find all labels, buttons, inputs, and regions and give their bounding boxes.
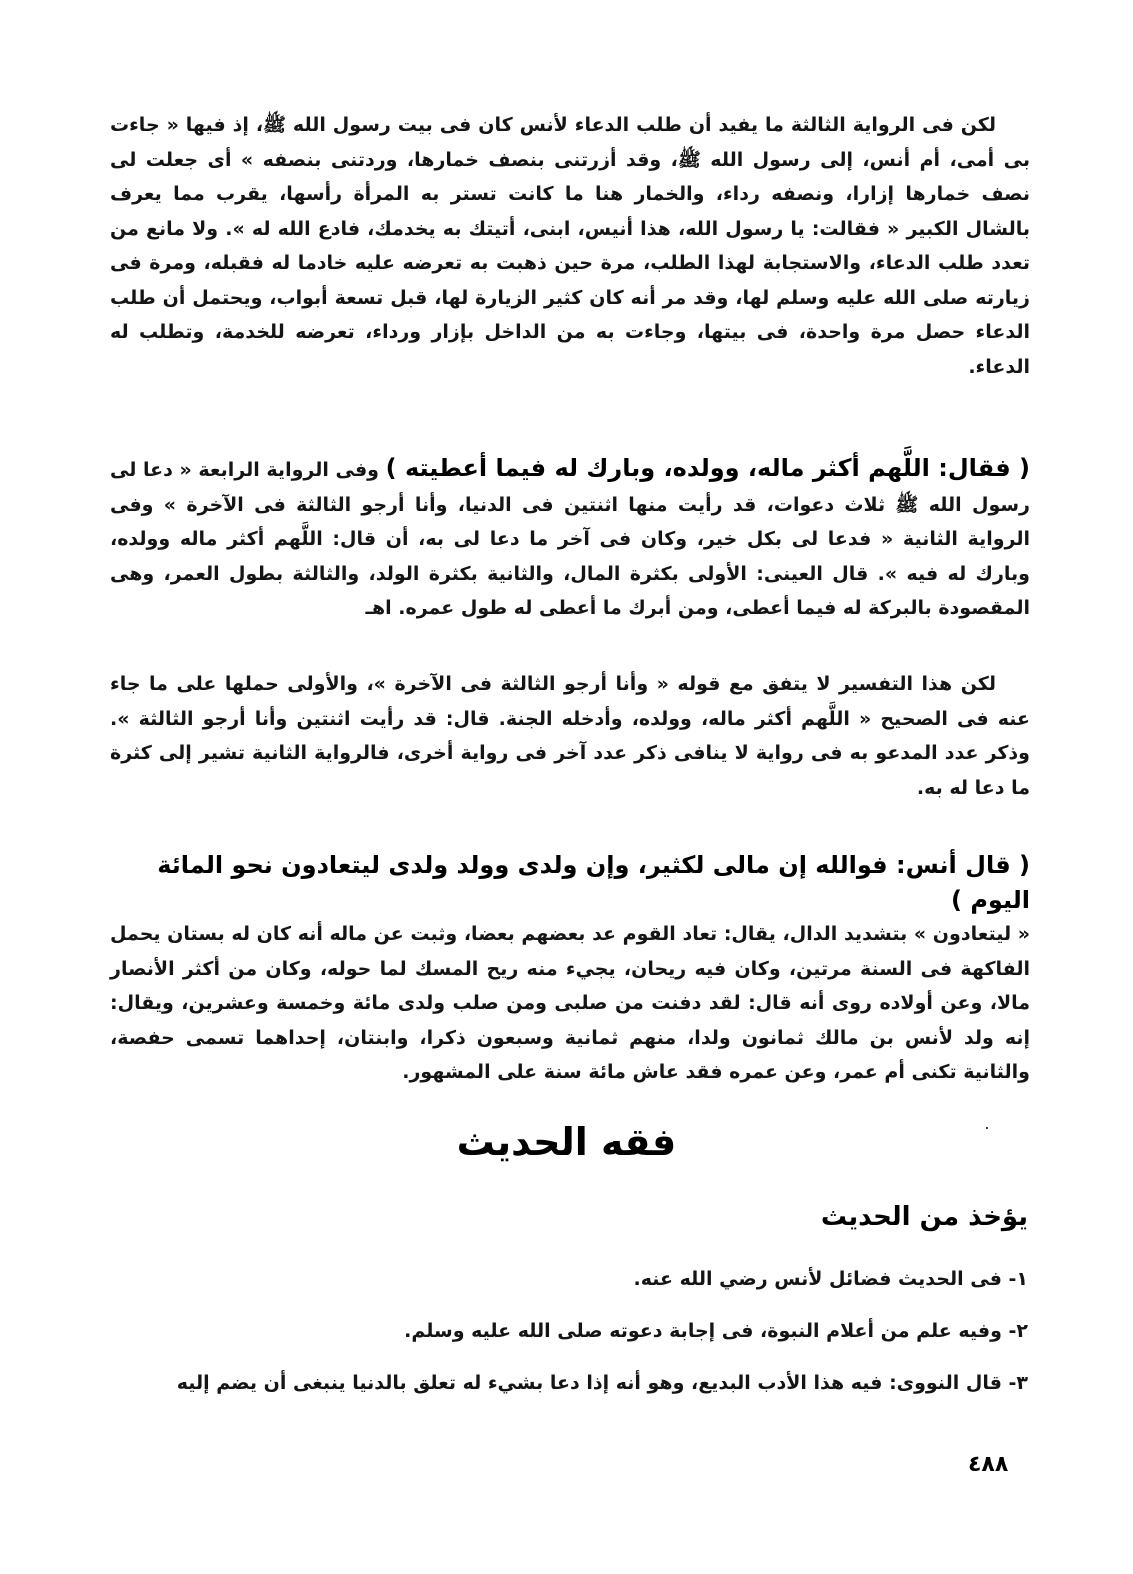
paragraph-text: وفى الرواية الرابعة « دعا لى رسول الله ﷺ ثلاث دعوات، قد رأيت منها اثنتين فى الدنيا، وأنا أرجو الثالثة فى الآخرة » وفى الرواية الثانية « فدعا لى بكل خير، وكان فى آخر ما دعا لى به، أن قال: اللَّهم أكثر ماله وولده، وبارك له فيه ». قال العينى: الأولى بكثرة المال، والثانية بكثرة الولد، والثالثة بطول العمر، وهى المقصودة بالبركة له فيما أعطى، ومن أبرك ما أعطى له طول عمره. اهـ	[110, 459, 1030, 619]
hadith-lemma: ( قال أنس: فوالله إن مالى لكثير، وإن ولدى وولد ولدى ليتعادون نحو المائة اليوم )	[157, 851, 1030, 914]
paragraph-text: « ليتعادون » بتشديد الدال، يقال: تعاد القوم عد بعضهم بعضا، وثبت عن ماله أنه كان له بستان يحمل الفاكهة فى السنة مرتين، وكان فيه ريحان، يجيء منه ريح المسك لما حوله، وكان من أكثر الأنصار مالا، وعن أولاده روى أنه قال: لقد دفنت من صلبى ومن صلب ولدى مائة وخمسة وعشرين، ويقال: إنه ولد لأنس بن مالك ثمانون ولدا، منهم ثمانية وسبعون ذكرا، وابنتان، إحداهما تسمى حفصة، والثانية تكنى أم عمر، وعن عمره فقد عاش مائة سنة على المشهور.	[110, 923, 1030, 1083]
paragraph-text: لكن هذا التفسير لا يتفق مع قوله « وأنا أرجو الثالثة فى الآخرة »، والأولى حملها على ما جاء عنه فى الصحيح « اللَّهم أكثر ماله، وولده، وأدخله الجنة. قال: قد رأيت اثنتين وأنا أرجو الثالثة ». وذكر عدد المدعو به فى رواية لا ينافى ذكر عدد آخر فى رواية أخرى، فالرواية الثانية تشير إلى كثرة ما دعا له به.	[110, 673, 1030, 799]
page-number: ٤٨٨	[968, 1452, 1009, 1477]
paragraph-third-narration	[110, 108, 1030, 384]
paragraph-prayer-commentary	[110, 451, 1030, 626]
section-title: فقه الحديث	[456, 1120, 677, 1164]
subheading: يؤخذ من الحديث	[820, 1202, 1028, 1232]
paragraph-interpretation	[110, 667, 1030, 805]
paragraph-anas-wealth	[110, 848, 1030, 1090]
hadith-lemma: ( فقال: اللَّهم أكثر ماله، وولده، وبارك له فيما أعطيته )	[385, 454, 1030, 482]
lesson-item-2: ٢- وفيه علم من أعلام النبوة، فى إجابة دعوته صلى الله عليه وسلم.	[404, 1320, 1028, 1342]
lesson-item-3: ٣- قال النووى: فيه هذا الأدب البديع، وهو أنه إذا دعا بشيء له تعلق بالدنيا ينبغى أن يضم إليه	[176, 1372, 1028, 1394]
paragraph-text: لكن فى الرواية الثالثة ما يفيد أن طلب الدعاء لأنس كان فى بيت رسول الله ﷺ، إذ فيها « جاءت بى أمى، أم أنس، إلى رسول الله ﷺ، وقد أزرتنى بنصف خمارها، وردتنى بنصفه » أى جعلت لى نصف خمارها إزارا، ونصفه رداء، والخمار هنا ما كانت تستر به المرأة رأسها، يقرب مما يعرف بالشال الكبير « فقالت: يا رسول الله، هذا أنيس، ابنى، أتيتك به يخدمك، فادع الله له ». ولا مانع من تعدد طلب الدعاء، والاستجابة لهذا الطلب، مرة حين ذهبت به تعرضه عليه خادما له فقبله، ومرة فى زيارته صلى الله عليه وسلم لها، وقد مر أنه كان كثير الزيارة لها، قبل تسعة أبواب، ويحتمل أن طلب الدعاء حصل مرة واحدة، فى بيتها، وجاءت به من الداخل بإزار ورداء، تعرضه للخدمة، وتطلب له الدعاء.	[110, 114, 1030, 378]
scan-artifact-dot	[986, 1127, 988, 1129]
lesson-item-1: ١- فى الحديث فضائل لأنس رضي الله عنه.	[633, 1268, 1028, 1290]
